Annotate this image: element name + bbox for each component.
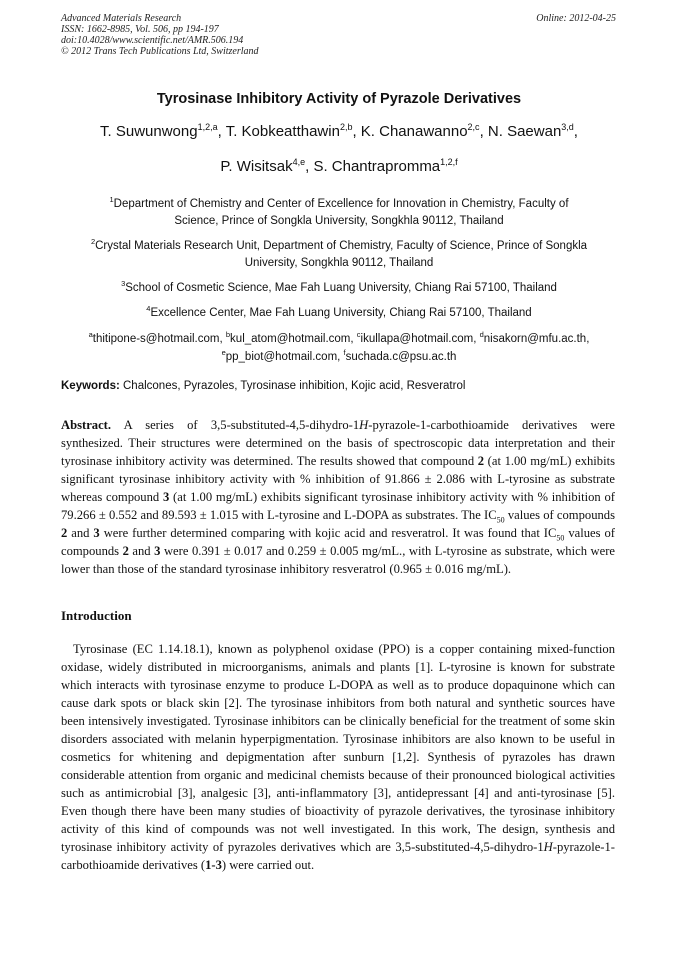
email-list xyxy=(55,330,623,366)
abstract-text: -pyrazole-1-carbothioamide derivatives were synthesized. Their structures were determined on the basis of spectroscopic data interpretation and their tyrosinase inhibitory activity was determined. The results showed that compound xyxy=(61,418,615,468)
abstract-text: were further determined comparing with kojic acid and resveratrol. It was found that IC xyxy=(99,526,557,540)
affiliation-sup: 2 xyxy=(90,237,96,247)
introduction-paragraph xyxy=(61,640,615,874)
intro-text: ) were carried out. xyxy=(221,858,315,872)
author-sup: 2,c xyxy=(467,122,480,132)
journal-name: Advanced Materials Research xyxy=(61,13,182,24)
issn: ISSN: 1662-8985, Vol. 506, pp 194-197 xyxy=(61,24,219,35)
copyright: © 2012 Trans Tech Publications Ltd, Switzerland xyxy=(61,46,259,57)
affiliation-2 xyxy=(55,238,623,272)
abstract-label: Abstract. xyxy=(61,418,112,432)
affiliation-text: Excellence Center, Mae Fah Luang University, Chiang Rai 57100, Thailand xyxy=(150,307,532,319)
email-sup: d xyxy=(479,330,484,340)
compound-ref: 2 xyxy=(61,526,68,540)
author-name: P. Wisitsak xyxy=(220,158,293,175)
affiliation-text: Department of Chemistry and Center of Excellence for Innovation in Chemistry, Faculty of xyxy=(113,198,569,210)
abstract-text: and xyxy=(128,544,155,558)
affiliation-text: Science, Prince of Songkla University, Songkhla 90112, Thailand xyxy=(174,215,504,227)
doi: doi:10.4028/www.scientific.net/AMR.506.194 xyxy=(61,35,244,46)
email: pp_biot@hotmail.com, xyxy=(225,351,341,363)
compound-ref: 3 xyxy=(215,858,222,872)
email-sup: b xyxy=(225,330,231,340)
author-sup: 3,d xyxy=(561,122,574,132)
compound-ref: 3 xyxy=(93,526,100,540)
email: suchada.c@psu.ac.th xyxy=(345,351,457,363)
email-sup: e xyxy=(221,348,226,358)
author-name: T. Kobkeatthawin xyxy=(225,123,340,140)
abstract-text: values of compounds xyxy=(61,526,615,558)
journal-header xyxy=(61,13,259,57)
compound-ref: 3 xyxy=(154,544,161,558)
affiliation-1 xyxy=(55,196,623,230)
compound-ref: 2 xyxy=(122,544,129,558)
online-date: Online: 2012-04-25 xyxy=(536,13,616,24)
abstract xyxy=(61,416,615,578)
author-line-2: P. Wisitsak$^{4,e}$, S. Chantrapromma$^{1,2,f}$ xyxy=(220,157,458,175)
abstract-italic: H xyxy=(359,418,369,432)
compound-ref: 3 xyxy=(162,490,170,504)
compound-ref: 2 xyxy=(477,454,485,468)
author-sup: 1,2,a xyxy=(197,122,218,132)
abstract-text: (at 1.00 mg/mL) exhibits significant tyrosinase inhibitory activity with % inhibition of 79.266 ± 0.552 and 89.593 ± 1.015 with L-tyrosine and L-DOPA as substrates. The IC xyxy=(61,490,615,522)
abstract-text: and xyxy=(67,526,94,540)
affiliation-text: Crystal Materials Research Unit, Department of Chemistry, Faculty of Science, Prince of Songkla xyxy=(95,240,588,252)
affiliation-sup: 4 xyxy=(146,304,151,314)
email: thitipone-s@hotmail.com, xyxy=(92,333,223,345)
subscript: 50 xyxy=(556,533,565,543)
abstract-text: were 0.391 ± 0.017 and 0.259 ± 0.005 mg/mL., with L-tyrosine as substrate, which were lower than those of the standard tyrosinase inhibitory resveratrol (0.965 ± 0.016 mg/mL). xyxy=(61,544,615,576)
keywords-label: Keywords: xyxy=(61,380,120,392)
abstract-text: (at 1.00 mg/mL) exhibits significant tyrosinase inhibitory activity with % inhibition of 91.866 ± 2.086 with L-tyrosine as substrate whereas compound xyxy=(61,454,615,504)
email-sup: a xyxy=(88,330,93,340)
author-line-1: T. Suwunwong$^{1,2,a}$, T. Kobkeatthawin$^{2,b}$, K. Chanawanno$^{2,c}$, N. Saewan$^{3,d}$, xyxy=(100,122,578,140)
affiliation-3 xyxy=(55,280,623,297)
author-name: T. Suwunwong xyxy=(100,123,198,140)
email: nisakorn@mfu.ac.th, xyxy=(483,333,590,345)
author-sup: 2,b xyxy=(339,122,353,132)
compound-ref: 1 xyxy=(205,858,212,872)
abstract-text: values of compounds xyxy=(504,508,615,522)
affiliation-4 xyxy=(55,305,623,322)
author-name: S. Chantrapromma xyxy=(313,158,441,175)
intro-text: -pyrazole-1-carbothioamide derivatives ( xyxy=(61,840,615,872)
author-sup: 1,2,f xyxy=(440,157,458,167)
affiliation-text: University, Songkhla 90112, Thailand xyxy=(244,257,434,269)
section-heading-introduction: Introduction xyxy=(61,608,132,623)
intro-text: Tyrosinase (EC 1.14.18.1), known as polyphenol oxidase (PPO) is a copper containing mixed-function oxidase, widely distributed in microorganisms, animals and plants [1]. L-tyrosine is known for substrate which interacts with tyrosinase enzyme to produce L-DOPA as well as to produce dopaquinone which can cause dark spots or black skin [2]. The tyrosinase inhibitors from both natural and synthetic sources have been intensively investigated. Tyrosinase inhibitors can be clinically beneficial for the treatment of some skin disorders associated with melanin hyperpigmentation. Tyrosinase inhibitors are also known to be useful in cosmetics for whitening and depigmentation after sunburn [1,2]. Synthesis of pyrazoles has drawn considerable attention from organic and medicinal chemists because of their pronounced biological activities such as antimicrobial [3], analgesic [3], anti-inflammatory [3], antidepressant [4] and anti-tyrosinase [5]. Even though there have been many studies of bioactivity of pyrazole derivatives, the tyrosinase inhibitory activity of this kind of compounds was not well investigated. In this work, The design, synthesis and tyrosinase inhibitory activity of pyrazoles derivatives which are 3,5-substituted-4,5-dihydro-1 xyxy=(61,642,615,854)
keywords xyxy=(61,380,465,392)
compound-ref: - xyxy=(211,858,216,872)
abstract-text: A series of 3,5-substituted-4,5-dihydro-1 xyxy=(123,418,360,432)
email: kul_atom@hotmail.com, xyxy=(230,333,354,345)
paper-title: Tyrosinase Inhibitory Activity of Pyrazole Derivatives xyxy=(156,91,522,107)
subscript: 50 xyxy=(496,515,505,525)
affiliation-text: School of Cosmetic Science, Mae Fah Luang University, Chiang Rai 57100, Thailand xyxy=(125,282,557,294)
author-name: K. Chanawanno xyxy=(360,123,468,140)
email-sup: c xyxy=(356,330,361,340)
intro-italic: H xyxy=(543,840,553,854)
keywords-text: Chalcones, Pyrazoles, Tyrosinase inhibition, Kojic acid, Resveratrol xyxy=(123,380,466,392)
author-name: N. Saewan xyxy=(487,123,562,140)
author-sup: 4,e xyxy=(292,157,306,167)
affiliation-sup: 1 xyxy=(109,195,114,205)
affiliation-sup: 3 xyxy=(121,279,126,289)
email-sup: f xyxy=(343,348,346,358)
email: ikullapa@hotmail.com, xyxy=(360,333,477,345)
